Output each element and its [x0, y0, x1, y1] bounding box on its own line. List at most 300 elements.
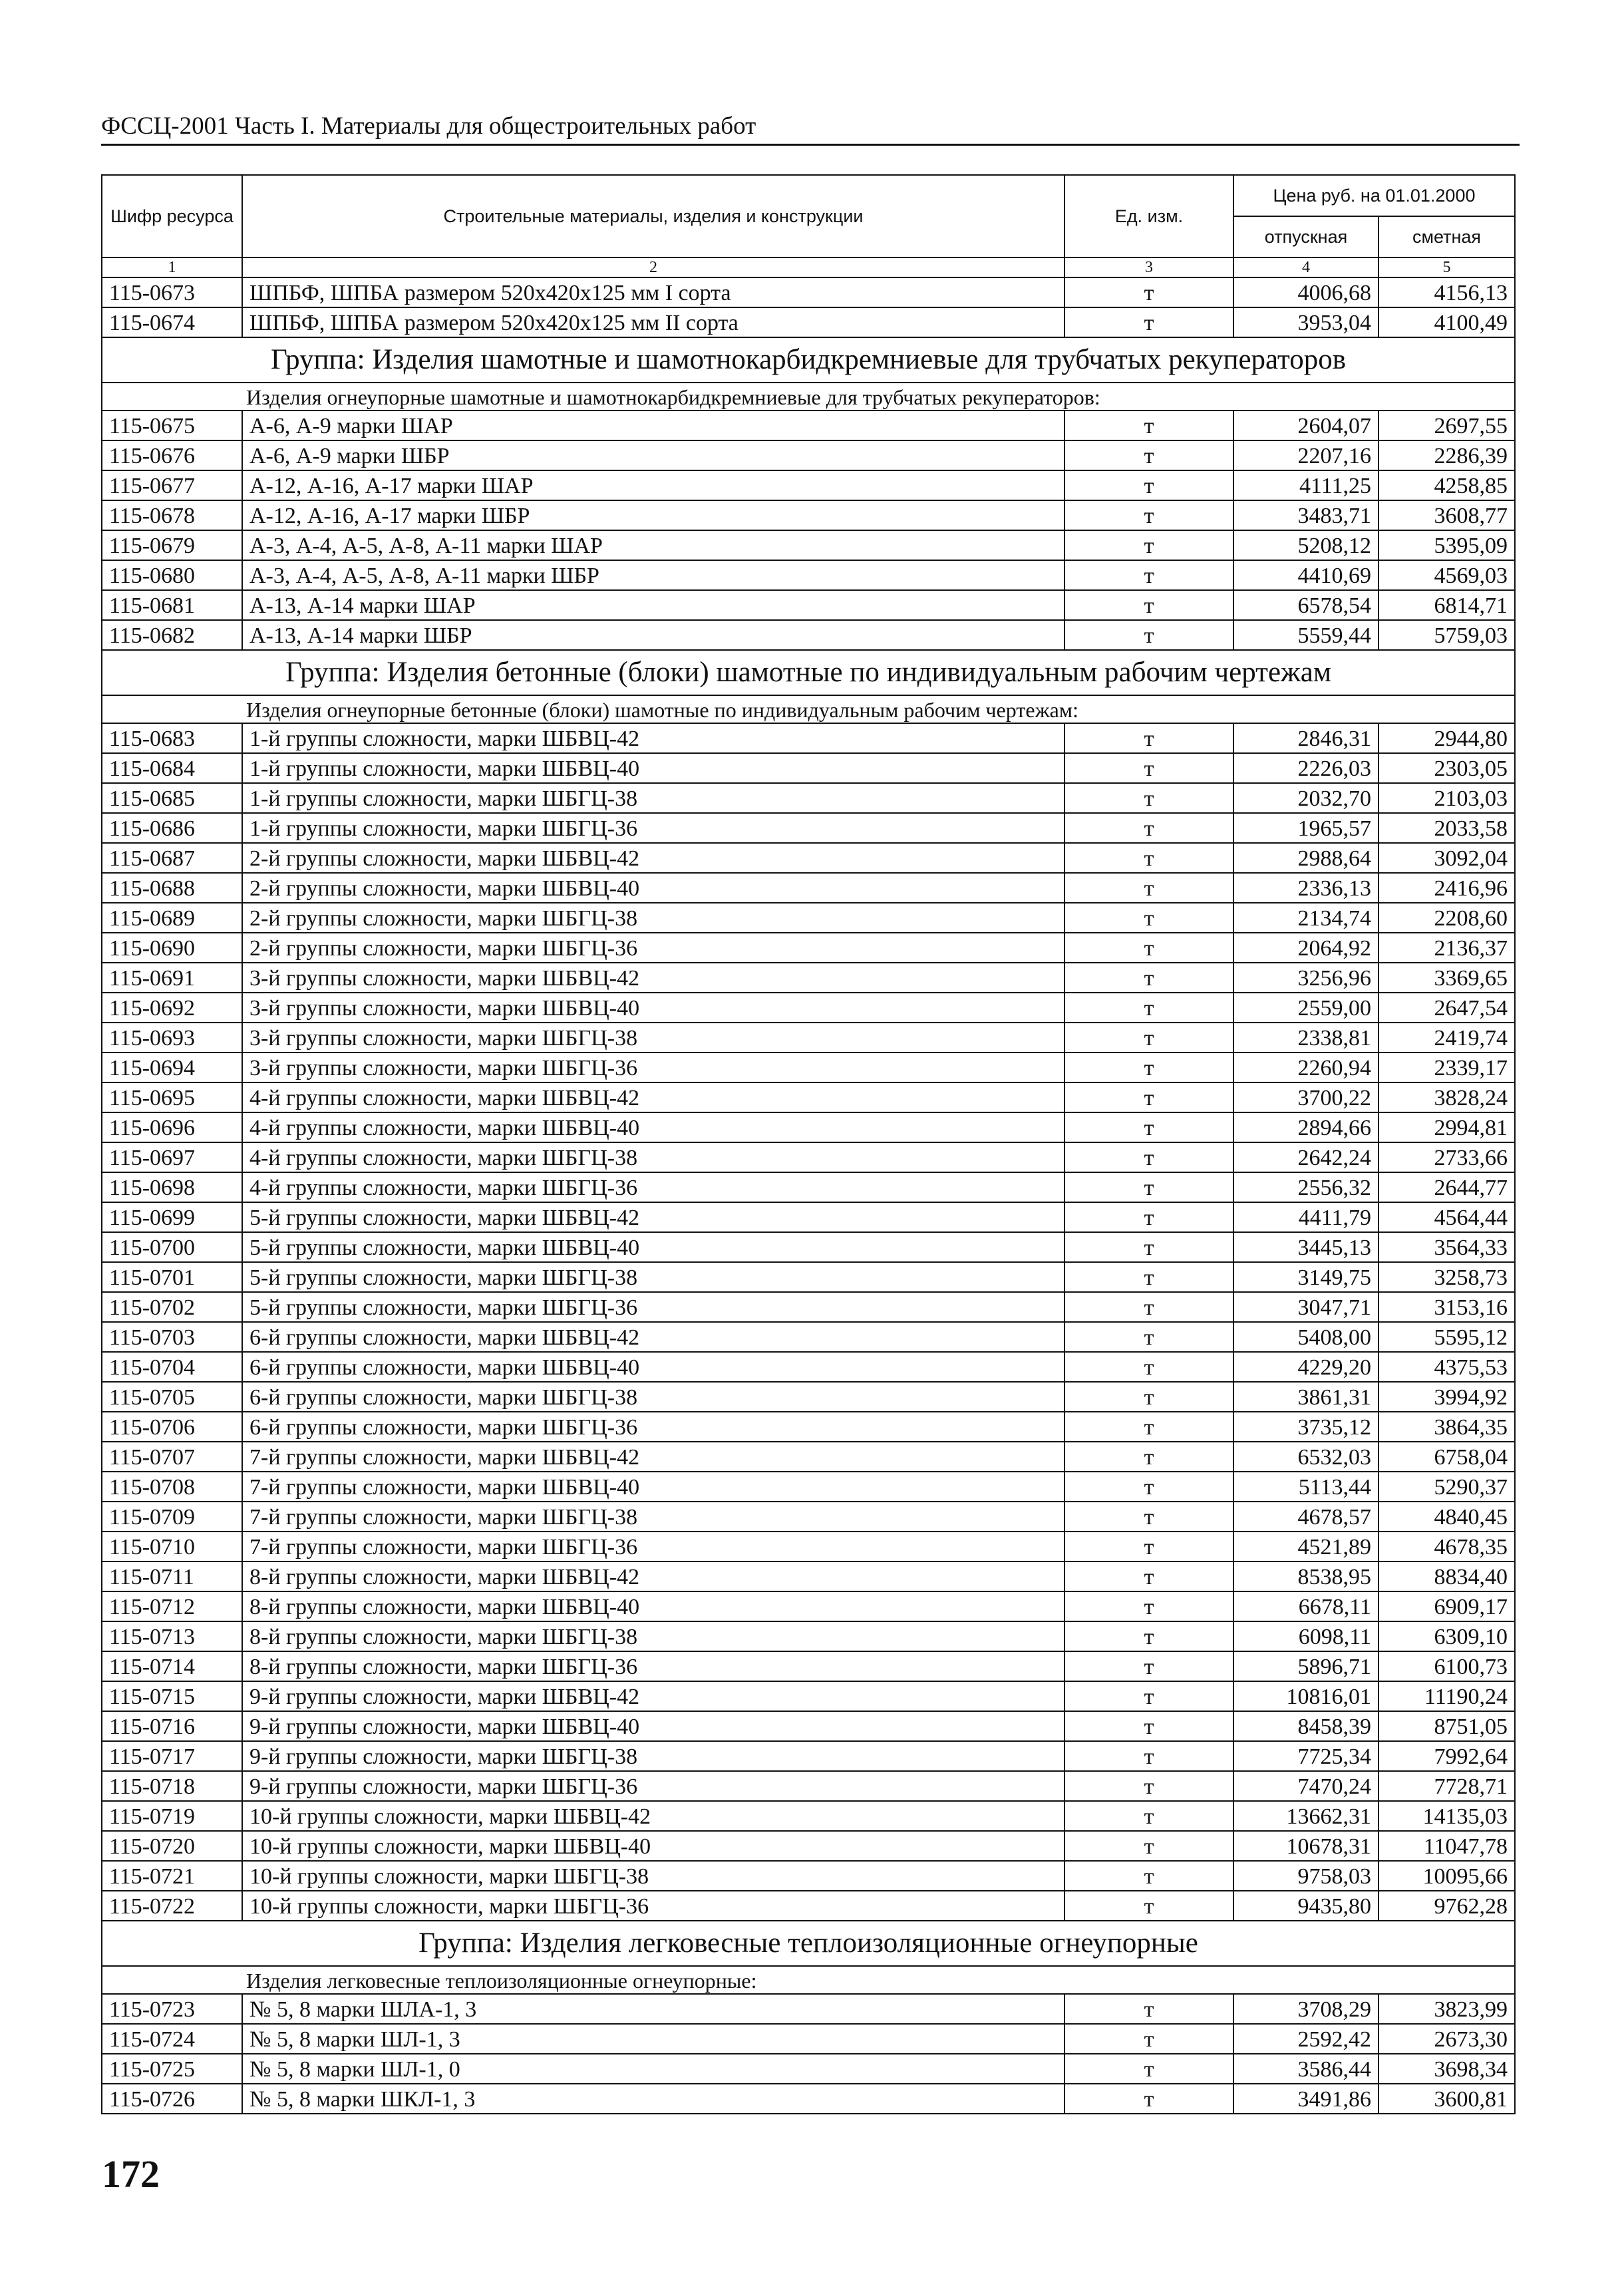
group-header-row [102, 1921, 1515, 1966]
material-name: 4-й группы сложности, марки ШБГЦ-36 [242, 1172, 1064, 1202]
resource-code: 115-0698 [102, 1172, 242, 1202]
release-price: 4229,20 [1233, 1352, 1379, 1382]
release-price: 1965,57 [1233, 813, 1379, 843]
resource-code: 115-0674 [102, 307, 242, 337]
unit-cell: т [1064, 1891, 1233, 1921]
estimate-price: 2994,81 [1379, 1112, 1515, 1142]
estimate-price: 4564,44 [1379, 1202, 1515, 1232]
table-row [102, 530, 1515, 560]
unit-cell: т [1064, 1532, 1233, 1561]
unit-cell: т [1064, 1142, 1233, 1172]
estimate-price: 2303,05 [1379, 753, 1515, 783]
unit-cell: т [1064, 1621, 1233, 1651]
unit-cell: т [1064, 1651, 1233, 1681]
estimate-price: 3600,81 [1379, 2084, 1515, 2114]
unit-cell: т [1064, 1741, 1233, 1771]
material-name: 2-й группы сложности, марки ШБГЦ-38 [242, 903, 1064, 933]
release-price: 3586,44 [1233, 2054, 1379, 2084]
unit-cell: т [1064, 1382, 1233, 1412]
material-name: 9-й группы сложности, марки ШБГЦ-36 [242, 1771, 1064, 1801]
material-name: А-13, А-14 марки ШАР [242, 590, 1064, 620]
release-price: 3953,04 [1233, 307, 1379, 337]
material-name: 10-й группы сложности, марки ШБГЦ-36 [242, 1891, 1064, 1921]
release-price: 10678,31 [1233, 1831, 1379, 1861]
unit-cell: т [1064, 783, 1233, 813]
release-price: 2604,07 [1233, 410, 1379, 440]
material-name: А-3, А-4, А-5, А-8, А-11 марки ШБР [242, 560, 1064, 590]
resource-code: 115-0718 [102, 1771, 242, 1801]
table-row [102, 1442, 1515, 1472]
material-name: 2-й группы сложности, марки ШБГЦ-36 [242, 933, 1064, 963]
release-price: 2592,42 [1233, 2024, 1379, 2054]
group-title: Группа: Изделия легковесные теплоизоляционные огнеупорные [102, 1921, 1515, 1966]
unit-cell: т [1064, 933, 1233, 963]
estimate-price: 3608,77 [1379, 500, 1515, 530]
unit-cell: т [1064, 1801, 1233, 1831]
material-name: 3-й группы сложности, марки ШБВЦ-42 [242, 963, 1064, 993]
table-row [102, 410, 1515, 440]
table-row [102, 1502, 1515, 1532]
resource-code: 115-0725 [102, 2054, 242, 2084]
subgroup-title: Изделия огнеупорные шамотные и шамотнокарбидкремниевые для трубчатых рекуператоров: [102, 383, 1515, 410]
resource-code: 115-0692 [102, 993, 242, 1023]
unit-cell: т [1064, 620, 1233, 650]
table-row [102, 783, 1515, 813]
estimate-price: 6758,04 [1379, 1442, 1515, 1472]
unit-cell: т [1064, 753, 1233, 783]
estimate-price: 3823,99 [1379, 1994, 1515, 2024]
material-name: 8-й группы сложности, марки ШБВЦ-40 [242, 1591, 1064, 1621]
col-header-release: отпускная [1233, 216, 1379, 257]
unit-cell: т [1064, 873, 1233, 903]
table-row [102, 753, 1515, 783]
release-price: 3700,22 [1233, 1082, 1379, 1112]
table-row [102, 1831, 1515, 1861]
table-row [102, 903, 1515, 933]
unit-cell: т [1064, 530, 1233, 560]
resource-code: 115-0691 [102, 963, 242, 993]
material-name: 1-й группы сложности, марки ШБВЦ-42 [242, 723, 1064, 753]
unit-cell: т [1064, 1994, 1233, 2024]
table-row [102, 440, 1515, 470]
unit-cell: т [1064, 2054, 1233, 2084]
resource-code: 115-0708 [102, 1472, 242, 1502]
estimate-price: 2208,60 [1379, 903, 1515, 933]
resource-code: 115-0704 [102, 1352, 242, 1382]
resource-code: 115-0712 [102, 1591, 242, 1621]
table-row [102, 1711, 1515, 1741]
estimate-price: 2339,17 [1379, 1053, 1515, 1082]
material-name: 3-й группы сложности, марки ШБГЦ-36 [242, 1053, 1064, 1082]
release-price: 9758,03 [1233, 1861, 1379, 1891]
material-name: 3-й группы сложности, марки ШБВЦ-40 [242, 993, 1064, 1023]
release-price: 5896,71 [1233, 1651, 1379, 1681]
material-name: 10-й группы сложности, марки ШБВЦ-42 [242, 1801, 1064, 1831]
release-price: 5113,44 [1233, 1472, 1379, 1502]
release-price: 2226,03 [1233, 753, 1379, 783]
table-row [102, 1472, 1515, 1502]
resource-code: 115-0726 [102, 2084, 242, 2114]
release-price: 5208,12 [1233, 530, 1379, 560]
estimate-price: 9762,28 [1379, 1891, 1515, 1921]
resource-code: 115-0686 [102, 813, 242, 843]
resource-code: 115-0688 [102, 873, 242, 903]
price-table [101, 174, 1516, 2114]
col-number: 2 [242, 257, 1064, 277]
table-row [102, 1023, 1515, 1053]
unit-cell: т [1064, 963, 1233, 993]
resource-code: 115-0677 [102, 470, 242, 500]
resource-code: 115-0705 [102, 1382, 242, 1412]
table-row [102, 1382, 1515, 1412]
estimate-price: 10095,66 [1379, 1861, 1515, 1891]
group-title: Группа: Изделия бетонные (блоки) шамотные по индивидуальным рабочим чертежам [102, 650, 1515, 695]
table-row [102, 1412, 1515, 1442]
release-price: 7725,34 [1233, 1741, 1379, 1771]
table-row [102, 813, 1515, 843]
release-price: 3735,12 [1233, 1412, 1379, 1442]
page-header: ФССЦ-2001 Часть I. Материалы для общестроительных работ [101, 112, 1520, 146]
table-row [102, 1861, 1515, 1891]
release-price: 2559,00 [1233, 993, 1379, 1023]
material-name: 1-й группы сложности, марки ШБГЦ-38 [242, 783, 1064, 813]
material-name: № 5, 8 марки ШЛ-1, 3 [242, 2024, 1064, 2054]
material-name: 8-й группы сложности, марки ШБГЦ-36 [242, 1651, 1064, 1681]
release-price: 3491,86 [1233, 2084, 1379, 2114]
material-name: 5-й группы сложности, марки ШБГЦ-36 [242, 1292, 1064, 1322]
col-header-code: Шифр ресурса [102, 175, 242, 257]
subgroup-row [102, 383, 1515, 410]
resource-code: 115-0707 [102, 1442, 242, 1472]
release-price: 8538,95 [1233, 1561, 1379, 1591]
release-price: 4521,89 [1233, 1532, 1379, 1561]
unit-cell: т [1064, 1681, 1233, 1711]
table-row [102, 1651, 1515, 1681]
resource-code: 115-0673 [102, 277, 242, 307]
subgroup-row [102, 1966, 1515, 1994]
estimate-price: 2286,39 [1379, 440, 1515, 470]
resource-code: 115-0701 [102, 1262, 242, 1292]
release-price: 3445,13 [1233, 1232, 1379, 1262]
table-row [102, 873, 1515, 903]
estimate-price: 3153,16 [1379, 1292, 1515, 1322]
estimate-price: 3698,34 [1379, 2054, 1515, 2084]
estimate-price: 4678,35 [1379, 1532, 1515, 1561]
release-price: 2134,74 [1233, 903, 1379, 933]
estimate-price: 2644,77 [1379, 1172, 1515, 1202]
resource-code: 115-0717 [102, 1741, 242, 1771]
table-row [102, 1112, 1515, 1142]
resource-code: 115-0721 [102, 1861, 242, 1891]
material-name: № 5, 8 марки ШЛА-1, 3 [242, 1994, 1064, 2024]
estimate-price: 3369,65 [1379, 963, 1515, 993]
release-price: 2988,64 [1233, 843, 1379, 873]
unit-cell: т [1064, 1561, 1233, 1591]
resource-code: 115-0676 [102, 440, 242, 470]
estimate-price: 4156,13 [1379, 277, 1515, 307]
subgroup-title: Изделия легковесные теплоизоляционные огнеупорные: [102, 1966, 1515, 1994]
table-row [102, 1232, 1515, 1262]
table-row [102, 1292, 1515, 1322]
group-title: Группа: Изделия шамотные и шамотнокарбидкремниевые для трубчатых рекуператоров [102, 337, 1515, 383]
estimate-price: 6309,10 [1379, 1621, 1515, 1651]
table-row [102, 1994, 1515, 2024]
unit-cell: т [1064, 1202, 1233, 1232]
col-number: 4 [1233, 257, 1379, 277]
release-price: 3483,71 [1233, 500, 1379, 530]
unit-cell: т [1064, 1322, 1233, 1352]
col-header-unit: Ед. изм. [1064, 175, 1233, 257]
col-number: 5 [1379, 257, 1515, 277]
table-row [102, 1801, 1515, 1831]
unit-cell: т [1064, 1352, 1233, 1382]
estimate-price: 5290,37 [1379, 1472, 1515, 1502]
unit-cell: т [1064, 723, 1233, 753]
resource-code: 115-0719 [102, 1801, 242, 1831]
resource-code: 115-0720 [102, 1831, 242, 1861]
col-header-price-group: Цена руб. на 01.01.2000 [1233, 175, 1515, 216]
col-header-estimate: сметная [1379, 216, 1515, 257]
material-name: № 5, 8 марки ШКЛ-1, 3 [242, 2084, 1064, 2114]
material-name: 8-й группы сложности, марки ШБГЦ-38 [242, 1621, 1064, 1651]
material-name: 4-й группы сложности, марки ШБГЦ-38 [242, 1142, 1064, 1172]
material-name: 10-й группы сложности, марки ШБВЦ-40 [242, 1831, 1064, 1861]
table-row [102, 1262, 1515, 1292]
release-price: 2846,31 [1233, 723, 1379, 753]
estimate-price: 2419,74 [1379, 1023, 1515, 1053]
material-name: А-6, А-9 марки ШБР [242, 440, 1064, 470]
material-name: 6-й группы сложности, марки ШБВЦ-40 [242, 1352, 1064, 1382]
estimate-price: 4258,85 [1379, 470, 1515, 500]
release-price: 3708,29 [1233, 1994, 1379, 2024]
release-price: 3256,96 [1233, 963, 1379, 993]
table-row [102, 1891, 1515, 1921]
resource-code: 115-0678 [102, 500, 242, 530]
resource-code: 115-0693 [102, 1023, 242, 1053]
material-name: 2-й группы сложности, марки ШБВЦ-40 [242, 873, 1064, 903]
resource-code: 115-0724 [102, 2024, 242, 2054]
material-name: 9-й группы сложности, марки ШБВЦ-40 [242, 1711, 1064, 1741]
table-row [102, 1741, 1515, 1771]
unit-cell: т [1064, 410, 1233, 440]
estimate-price: 2033,58 [1379, 813, 1515, 843]
subgroup-row [102, 695, 1515, 723]
unit-cell: т [1064, 1023, 1233, 1053]
release-price: 2336,13 [1233, 873, 1379, 903]
table-row [102, 993, 1515, 1023]
unit-cell: т [1064, 993, 1233, 1023]
unit-cell: т [1064, 1831, 1233, 1861]
resource-code: 115-0716 [102, 1711, 242, 1741]
release-price: 2032,70 [1233, 783, 1379, 813]
material-name: 8-й группы сложности, марки ШБВЦ-42 [242, 1561, 1064, 1591]
table-row [102, 1172, 1515, 1202]
estimate-price: 8751,05 [1379, 1711, 1515, 1741]
unit-cell: т [1064, 2024, 1233, 2054]
material-name: ШПБФ, ШПБА размером 520х420х125 мм I сорта [242, 277, 1064, 307]
col-number: 1 [102, 257, 242, 277]
estimate-price: 4100,49 [1379, 307, 1515, 337]
estimate-price: 11190,24 [1379, 1681, 1515, 1711]
resource-code: 115-0709 [102, 1502, 242, 1532]
col-number: 3 [1064, 257, 1233, 277]
resource-code: 115-0711 [102, 1561, 242, 1591]
resource-code: 115-0694 [102, 1053, 242, 1082]
unit-cell: т [1064, 1861, 1233, 1891]
table-row [102, 963, 1515, 993]
resource-code: 115-0679 [102, 530, 242, 560]
material-name: ШПБФ, ШПБА размером 520х420х125 мм II сорта [242, 307, 1064, 337]
release-price: 6578,54 [1233, 590, 1379, 620]
unit-cell: т [1064, 307, 1233, 337]
unit-cell: т [1064, 1771, 1233, 1801]
resource-code: 115-0700 [102, 1232, 242, 1262]
material-name: А-12, А-16, А-17 марки ШАР [242, 470, 1064, 500]
unit-cell: т [1064, 903, 1233, 933]
table-row [102, 1352, 1515, 1382]
table-row [102, 277, 1515, 307]
estimate-price: 2697,55 [1379, 410, 1515, 440]
resource-code: 115-0684 [102, 753, 242, 783]
page-number: 172 [102, 2152, 160, 2196]
estimate-price: 5759,03 [1379, 620, 1515, 650]
estimate-price: 7992,64 [1379, 1741, 1515, 1771]
unit-cell: т [1064, 1711, 1233, 1741]
release-price: 4678,57 [1233, 1502, 1379, 1532]
unit-cell: т [1064, 277, 1233, 307]
subgroup-title: Изделия огнеупорные бетонные (блоки) шамотные по индивидуальным рабочим чертежам: [102, 695, 1515, 723]
estimate-price: 5595,12 [1379, 1322, 1515, 1352]
unit-cell: т [1064, 1232, 1233, 1262]
release-price: 3047,71 [1233, 1292, 1379, 1322]
release-price: 6678,11 [1233, 1591, 1379, 1621]
estimate-price: 2416,96 [1379, 873, 1515, 903]
resource-code: 115-0675 [102, 410, 242, 440]
estimate-price: 2673,30 [1379, 2024, 1515, 2054]
unit-cell: т [1064, 1472, 1233, 1502]
release-price: 4006,68 [1233, 277, 1379, 307]
release-price: 2556,32 [1233, 1172, 1379, 1202]
resource-code: 115-0714 [102, 1651, 242, 1681]
group-header-row [102, 650, 1515, 695]
table-row [102, 723, 1515, 753]
estimate-price: 3864,35 [1379, 1412, 1515, 1442]
material-name: 7-й группы сложности, марки ШБГЦ-36 [242, 1532, 1064, 1561]
table-row [102, 1082, 1515, 1112]
estimate-price: 2103,03 [1379, 783, 1515, 813]
estimate-price: 2944,80 [1379, 723, 1515, 753]
table-row [102, 1202, 1515, 1232]
resource-code: 115-0695 [102, 1082, 242, 1112]
estimate-price: 2647,54 [1379, 993, 1515, 1023]
release-price: 4411,79 [1233, 1202, 1379, 1232]
estimate-price: 14135,03 [1379, 1801, 1515, 1831]
material-name: 6-й группы сложности, марки ШБГЦ-36 [242, 1412, 1064, 1442]
material-name: 5-й группы сложности, марки ШБГЦ-38 [242, 1262, 1064, 1292]
table-row [102, 933, 1515, 963]
table-row [102, 1053, 1515, 1082]
material-name: А-3, А-4, А-5, А-8, А-11 марки ШАР [242, 530, 1064, 560]
table-row [102, 1532, 1515, 1561]
table-body [102, 277, 1515, 2114]
release-price: 2064,92 [1233, 933, 1379, 963]
estimate-price: 6100,73 [1379, 1651, 1515, 1681]
unit-cell: т [1064, 590, 1233, 620]
estimate-price: 3564,33 [1379, 1232, 1515, 1262]
material-name: 6-й группы сложности, марки ШБВЦ-42 [242, 1322, 1064, 1352]
unit-cell: т [1064, 843, 1233, 873]
unit-cell: т [1064, 440, 1233, 470]
material-name: 10-й группы сложности, марки ШБГЦ-38 [242, 1861, 1064, 1891]
estimate-price: 11047,78 [1379, 1831, 1515, 1861]
release-price: 3861,31 [1233, 1382, 1379, 1412]
material-name: А-6, А-9 марки ШАР [242, 410, 1064, 440]
unit-cell: т [1064, 560, 1233, 590]
resource-code: 115-0697 [102, 1142, 242, 1172]
material-name: 3-й группы сложности, марки ШБГЦ-38 [242, 1023, 1064, 1053]
estimate-price: 4840,45 [1379, 1502, 1515, 1532]
estimate-price: 6814,71 [1379, 590, 1515, 620]
table-row [102, 843, 1515, 873]
material-name: 5-й группы сложности, марки ШБВЦ-42 [242, 1202, 1064, 1232]
resource-code: 115-0702 [102, 1292, 242, 1322]
unit-cell: т [1064, 813, 1233, 843]
material-name: 4-й группы сложности, марки ШБВЦ-42 [242, 1082, 1064, 1112]
material-name: 1-й группы сложности, марки ШБВЦ-40 [242, 753, 1064, 783]
resource-code: 115-0713 [102, 1621, 242, 1651]
estimate-price: 4569,03 [1379, 560, 1515, 590]
unit-cell: т [1064, 1082, 1233, 1112]
material-name: № 5, 8 марки ШЛ-1, 0 [242, 2054, 1064, 2084]
col-header-name: Строительные материалы, изделия и конструкции [242, 175, 1064, 257]
group-header-row [102, 337, 1515, 383]
table-row [102, 1591, 1515, 1621]
resource-code: 115-0680 [102, 560, 242, 590]
release-price: 2642,24 [1233, 1142, 1379, 1172]
release-price: 8458,39 [1233, 1711, 1379, 1741]
release-price: 9435,80 [1233, 1891, 1379, 1921]
unit-cell: т [1064, 1112, 1233, 1142]
release-price: 4111,25 [1233, 470, 1379, 500]
table-row [102, 470, 1515, 500]
material-name: А-13, А-14 марки ШБР [242, 620, 1064, 650]
material-name: 4-й группы сложности, марки ШБВЦ-40 [242, 1112, 1064, 1142]
material-name: 7-й группы сложности, марки ШБГЦ-38 [242, 1502, 1064, 1532]
release-price: 2894,66 [1233, 1112, 1379, 1142]
material-name: 2-й группы сложности, марки ШБВЦ-42 [242, 843, 1064, 873]
release-price: 6532,03 [1233, 1442, 1379, 1472]
release-price: 7470,24 [1233, 1771, 1379, 1801]
resource-code: 115-0715 [102, 1681, 242, 1711]
resource-code: 115-0699 [102, 1202, 242, 1232]
release-price: 13662,31 [1233, 1801, 1379, 1831]
table-head [102, 175, 1515, 277]
table-row [102, 1621, 1515, 1651]
release-price: 6098,11 [1233, 1621, 1379, 1651]
estimate-price: 3092,04 [1379, 843, 1515, 873]
unit-cell: т [1064, 1292, 1233, 1322]
release-price: 2338,81 [1233, 1023, 1379, 1053]
table-row [102, 1142, 1515, 1172]
resource-code: 115-0687 [102, 843, 242, 873]
table-row [102, 2024, 1515, 2054]
unit-cell: т [1064, 1442, 1233, 1472]
table-row [102, 1561, 1515, 1591]
release-price: 5408,00 [1233, 1322, 1379, 1352]
resource-code: 115-0696 [102, 1112, 242, 1142]
estimate-price: 8834,40 [1379, 1561, 1515, 1591]
unit-cell: т [1064, 1591, 1233, 1621]
